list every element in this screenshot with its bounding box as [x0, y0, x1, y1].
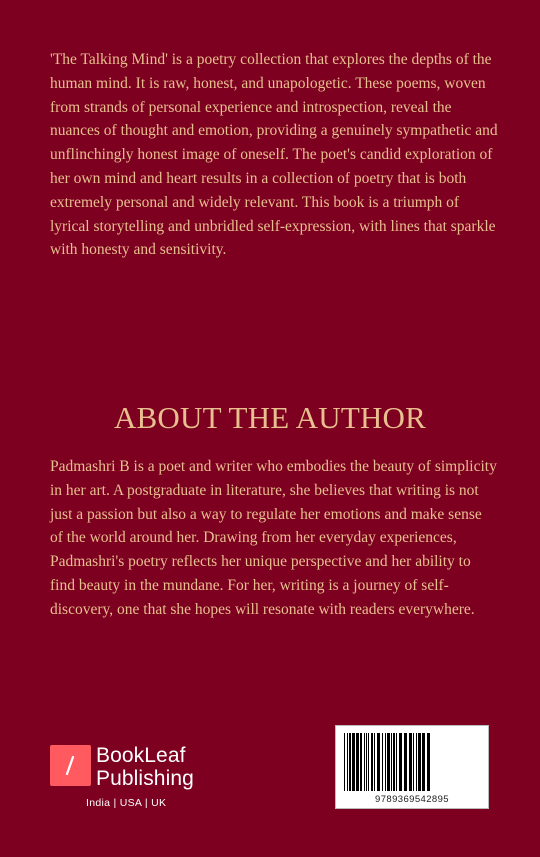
publisher-logo [50, 745, 210, 815]
about-author-heading: ABOUT THE AUTHOR [113, 400, 427, 435]
isbn-number: 9789369542895 [375, 794, 449, 805]
author-bio: Padmashri B is a poet and writer who embodies the beauty of simplicity in her art. A postgraduate in literature, she believes that writing is not just a passion but also a way to regulate her emotions and make sense of the world around her. Drawing from her everyday experiences, Padmashri's poetry reflects her unique perspective and her ability to find beauty in the mundane. For her, writing is a journey of self-discovery, one that she hopes will resonate with readers everywhere. [50, 458, 497, 618]
publisher-name-line2: Publishing [96, 767, 194, 790]
slash-logo-icon [50, 745, 91, 786]
publisher-regions: India | USA | UK [86, 797, 167, 809]
barcode [335, 725, 489, 809]
barcode-bars [342, 733, 482, 791]
publisher-name-line1: BookLeaf [96, 744, 186, 767]
book-blurb: 'The Talking Mind' is a poetry collection that explores the depths of the human mind. It is raw, honest, and unapologetic. These poems, woven from strands of personal experience and introspection, reveal the nuances of thought and emotion, providing a genuinely sympathetic and unflinchingly honest image of oneself. The poet's candid exploration of her own mind and heart results in a collection of poetry that is both extremely personal and widely relevant. This book is a triumph of lyrical storytelling and unbridled self-expression, with lines that sparkle with honesty and sensitivity. [50, 51, 498, 259]
